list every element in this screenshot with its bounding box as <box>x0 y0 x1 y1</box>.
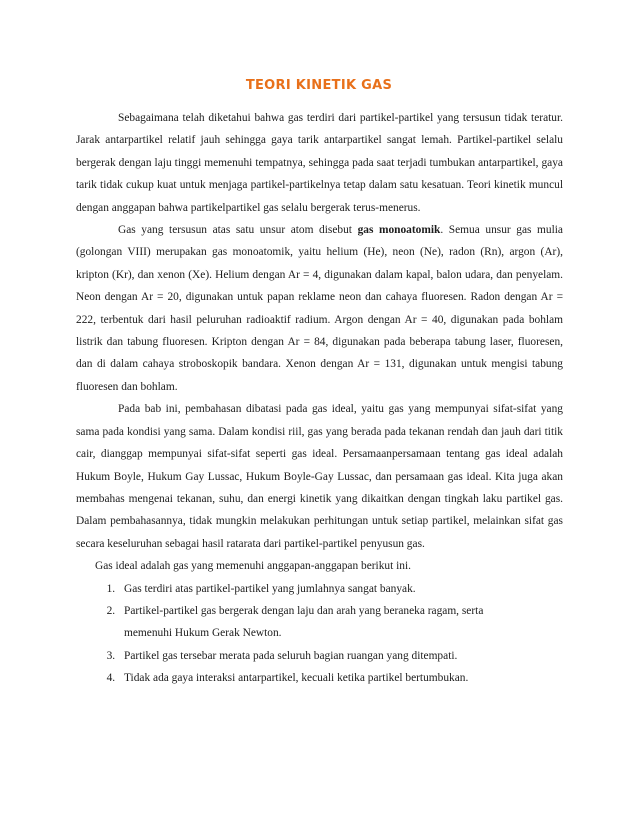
list-item: 4. Tidak ada gaya interaksi antarpartikel, kecuali ketika partikel bertumbukan. <box>118 667 563 689</box>
assumption-list <box>76 578 563 690</box>
paragraph-monoatomic <box>76 219 563 398</box>
list-item-line: memenuhi Hukum Gerak Newton. <box>124 627 282 640</box>
paragraph-ideal-gas: Pada bab ini, pembahasan dibatasi pada gas ideal, yaitu gas yang mempunyai sifat-sifat yang sama pada kondisi yang sama. Dalam kondisi riil, gas yang berada pada tekanan rendah dan jauh dari titik cair, dianggap mempunyai sifat-sifat seperti gas ideal. Persamaanpersamaan tentang gas ideal adalah Hukum Boyle, Hukum Gay Lussac, Hukum Boyle-Gay Lussac, dan persamaan gas ideal. Kita juga akan membahas mengenai tekanan, suhu, dan energi kinetik yang dikaitkan dengan tingkah laku partikel gas. Dalam pembahasannya, tidak mungkin melakukan perhitungan untuk setiap partikel, melainkan sifat gas secara keseluruhan sebagai hasil ratarata dari partikel-partikel penyusun gas. <box>76 403 563 550</box>
list-item <box>118 600 563 645</box>
document-body <box>76 107 563 690</box>
page-title: TEORI KINETIK GAS <box>245 78 393 93</box>
list-item: 3. Partikel gas tersebar merata pada seluruh bagian ruangan yang ditempati. <box>118 645 563 667</box>
list-intro: Gas ideal adalah gas yang memenuhi anggapan-anggapan berikut ini. <box>95 560 411 573</box>
term-gas-monoatomik: gas monoatomik <box>357 224 441 237</box>
paragraph-intro: Sebagaimana telah diketahui bahwa gas terdiri dari partikel-partikel yang tersusun tidak teratur. Jarak antarpartikel relatif jauh sehingga gaya tarik antarpartikel sangat lemah. Partikel-partikel selalu bergerak dengan laju tinggi memenuhi tempatnya, sehingga pada saat terjadi tumbukan antarpartikel, gaya tarik tidak cukup kuat untuk menjaga partikel-partikelnya tetap dalam satu kesatuan. Teori kinetik muncul dengan anggapan bahwa partikelpartikel gas selalu bergerak terus-menerus. <box>76 112 563 214</box>
paragraph-monoatomic-text-start: Gas yang tersusun atas satu unsur atom disebut <box>118 224 352 237</box>
list-item: 1. Gas terdiri atas partikel-partikel yang jumlahnya sangat banyak. <box>118 578 563 600</box>
paragraph-monoatomic-text-end: . Semua unsur gas mulia (golongan VIII) merupakan gas monoatomik, yaitu helium (He), neon (Ne), radon (Rn), argon (Ar), kripton (Kr), dan xenon (Xe). Helium dengan Ar = 4, digunakan dalam kapal, balon udara, dan penyelam. Neon dengan Ar = 20, digunakan untuk papan reklame neon dan cahaya fluoresen. Radon dengan Ar = 222, terbentuk dari hasil peluruhan radioaktif radium. Argon dengan Ar = 40, digunakan pada bohlam listrik dan tabung fluoresen. Kripton dengan Ar = 84, digunakan pada beberapa tabung laser, fluoresen, dan di dalam cahaya stroboskopik bandara. Xenon dengan Ar = 131, digunakan untuk mengisi tabung fluoresen dan bohlam. <box>76 224 563 393</box>
list-item-line: 2. Partikel-partikel gas bergerak dengan laju dan arah yang beraneka ragam, serta <box>124 604 484 617</box>
